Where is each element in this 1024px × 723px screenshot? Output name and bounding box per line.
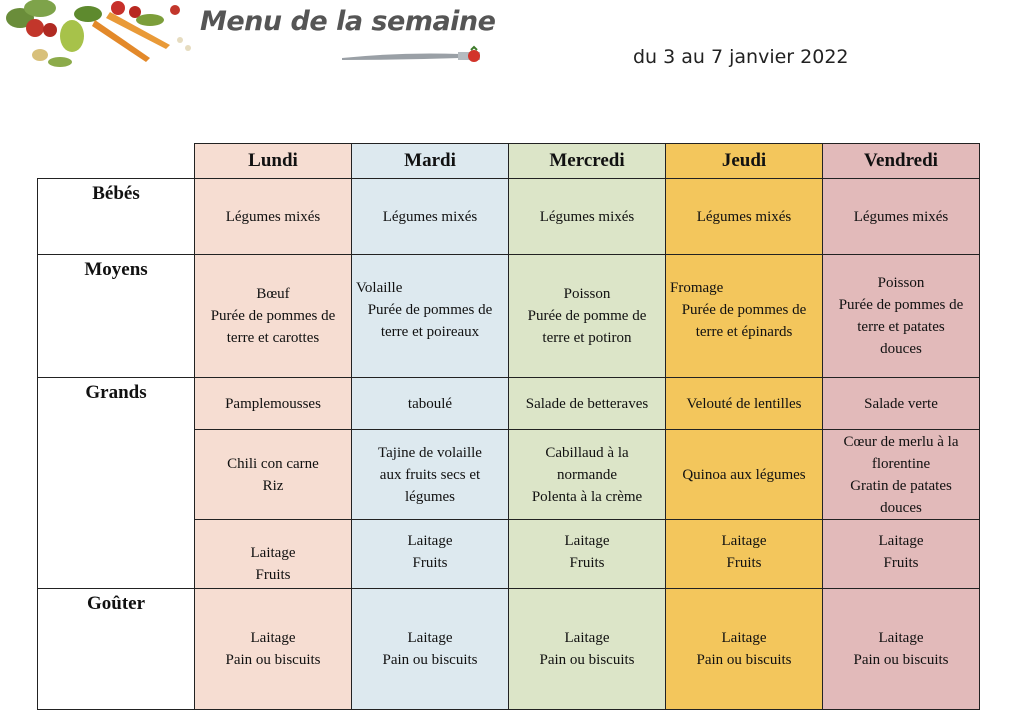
menu-line: Pain ou biscuits xyxy=(539,652,635,668)
menu-line: Purée de pomme de xyxy=(527,308,647,324)
menu-line: Purée de pommes de xyxy=(838,297,964,313)
cell-grands-dessert-mardi xyxy=(352,520,509,589)
cell-moyens-lundi xyxy=(195,255,352,378)
menu-line: Fruits xyxy=(726,555,762,571)
menu-line: Salade de betteraves xyxy=(525,395,649,412)
cell-grands-dessert-vendredi xyxy=(823,520,980,589)
page-title: Menu de la semaine xyxy=(200,6,496,37)
menu-line: Pain ou biscuits xyxy=(853,652,949,668)
menu-line: Velouté de lentilles xyxy=(686,395,802,412)
cell-grands-plat-vendredi xyxy=(823,430,980,520)
cell-bebes-vendredi xyxy=(823,179,980,255)
menu-line: Chili con carne xyxy=(227,455,319,472)
menu-line: aux fruits secs et xyxy=(379,466,481,483)
cell-moyens-vendredi xyxy=(823,255,980,378)
cell-grands-dessert-jeudi xyxy=(666,520,823,589)
menu-line: Riz xyxy=(262,477,284,494)
cell-grands-entree-mardi xyxy=(352,378,509,430)
menu-line: douces xyxy=(880,341,922,357)
menu-line: Légumes mixés xyxy=(853,208,949,225)
vegetables-illustration xyxy=(0,0,200,72)
day-mardi: Mardi xyxy=(352,144,509,179)
menu-line: Purée de pommes de xyxy=(681,302,807,318)
menu-line: Fruits xyxy=(569,555,605,571)
day-jeudi: Jeudi xyxy=(666,144,823,179)
category-grands-continued xyxy=(38,430,195,520)
cell-grands-plat-lundi xyxy=(195,430,352,520)
menu-line: terre et carottes xyxy=(226,330,320,346)
menu-line: Fromage xyxy=(670,280,724,296)
fork-tomato-icon xyxy=(340,44,490,66)
menu-line: Cabillaud à la xyxy=(545,444,629,461)
cell-grands-entree-jeudi xyxy=(666,378,823,430)
menu-line: Volaille xyxy=(356,280,403,296)
cell-gouter-lundi xyxy=(195,589,352,710)
cell-bebes-jeudi xyxy=(666,179,823,255)
menu-line: Laitage xyxy=(250,545,296,561)
menu-line: Légumes mixés xyxy=(382,208,478,225)
menu-line: Purée de pommes de xyxy=(367,302,493,318)
menu-line: Laitage xyxy=(407,630,453,646)
cell-bebes-mardi xyxy=(352,179,509,255)
cell-gouter-mercredi xyxy=(509,589,666,710)
menu-line: terre et patates xyxy=(857,319,945,335)
cell-grands-plat-jeudi xyxy=(666,430,823,520)
cell-gouter-jeudi xyxy=(666,589,823,710)
menu-line: Laitage xyxy=(564,630,610,646)
menu-line: Légumes mixés xyxy=(539,208,635,225)
menu-line: Fruits xyxy=(883,555,919,571)
menu-line: normande xyxy=(557,466,617,483)
category-grands-end xyxy=(38,520,195,589)
cell-moyens-jeudi xyxy=(666,255,823,378)
menu-line: Poisson xyxy=(563,286,611,302)
menu-line: Laitage xyxy=(721,630,767,646)
header-row xyxy=(38,144,980,179)
menu-table xyxy=(37,143,980,710)
menu-line: Poisson xyxy=(877,275,925,291)
row-gouter xyxy=(38,589,980,710)
menu-line: Tajine de volaille xyxy=(378,444,482,461)
menu-line: Pain ou biscuits xyxy=(382,652,478,668)
menu-line: Bœuf xyxy=(256,286,290,302)
menu-line: terre et poireaux xyxy=(380,324,480,340)
cell-grands-plat-mercredi xyxy=(509,430,666,520)
cell-gouter-mardi xyxy=(352,589,509,710)
cell-grands-entree-lundi xyxy=(195,378,352,430)
menu-line: taboulé xyxy=(407,395,453,412)
menu-line: Salade verte xyxy=(864,395,938,412)
category-grands: Grands xyxy=(38,378,195,430)
menu-line: Légumes mixés xyxy=(696,208,792,225)
menu-line: Laitage xyxy=(878,533,924,549)
menu-line: Gratin de patates xyxy=(850,477,952,494)
menu-line: terre et épinards xyxy=(695,324,793,340)
menu-line: florentine xyxy=(871,455,931,472)
cell-grands-entree-vendredi xyxy=(823,378,980,430)
row-grands-dessert xyxy=(38,520,980,589)
cell-moyens-mardi xyxy=(352,255,509,378)
menu-line: Laitage xyxy=(878,630,924,646)
cell-grands-plat-mardi xyxy=(352,430,509,520)
cell-grands-dessert-lundi xyxy=(195,520,352,589)
category-moyens: Moyens xyxy=(38,255,195,378)
menu-line: Laitage xyxy=(250,630,296,646)
cell-moyens-mercredi xyxy=(509,255,666,378)
menu-line: Cœur de merlu à la xyxy=(843,433,959,450)
row-grands-entree xyxy=(38,378,980,430)
day-vendredi: Vendredi xyxy=(823,144,980,179)
menu-line: douces xyxy=(880,499,922,516)
menu-line: Purée de pommes de xyxy=(210,308,336,324)
menu-line: Pamplemousses xyxy=(225,395,321,412)
row-bebes xyxy=(38,179,980,255)
menu-line: Fruits xyxy=(412,555,448,571)
menu-line: Polenta à la crème xyxy=(531,488,643,505)
day-lundi: Lundi xyxy=(195,144,352,179)
cell-bebes-mercredi xyxy=(509,179,666,255)
category-gouter: Goûter xyxy=(38,589,195,710)
row-moyens xyxy=(38,255,980,378)
category-bebes: Bébés xyxy=(38,179,195,255)
row-grands-plat xyxy=(38,430,980,520)
menu-line: Laitage xyxy=(721,533,767,549)
menu-line: Laitage xyxy=(564,533,610,549)
menu-line: Légumes mixés xyxy=(225,208,321,225)
week-dates: du 3 au 7 janvier 2022 xyxy=(633,46,849,68)
menu-line: Laitage xyxy=(407,533,453,549)
cell-grands-dessert-mercredi xyxy=(509,520,666,589)
menu-line: terre et potiron xyxy=(542,330,632,346)
menu-line: Fruits xyxy=(255,567,291,583)
empty-corner xyxy=(38,144,195,179)
cell-grands-entree-mercredi xyxy=(509,378,666,430)
day-mercredi: Mercredi xyxy=(509,144,666,179)
menu-line: Quinoa aux légumes xyxy=(682,466,806,483)
menu-line: Pain ou biscuits xyxy=(225,652,321,668)
menu-line: légumes xyxy=(405,488,455,505)
menu-line: Pain ou biscuits xyxy=(696,652,792,668)
cell-gouter-vendredi xyxy=(823,589,980,710)
cell-bebes-lundi xyxy=(195,179,352,255)
